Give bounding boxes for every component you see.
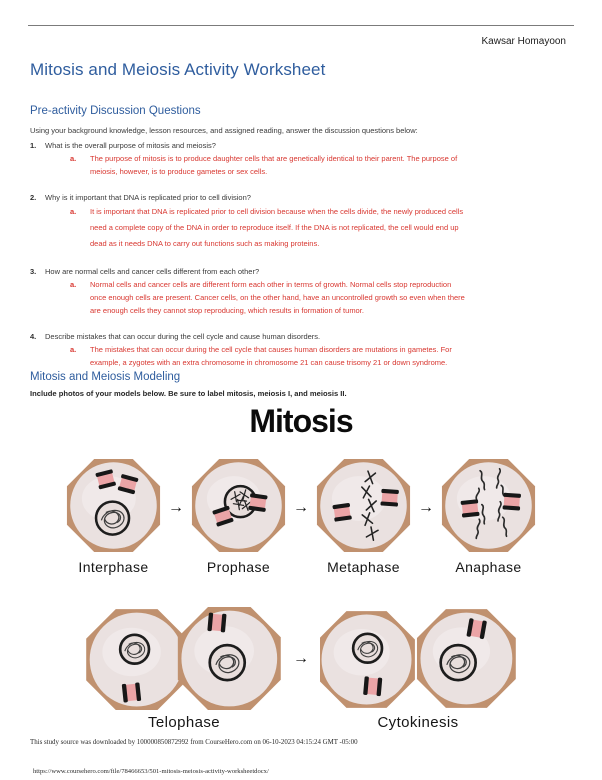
phase-label: Anaphase <box>455 559 522 575</box>
answer-text <box>90 152 457 178</box>
answer-marker: a. <box>70 206 77 216</box>
cell-model-interphase-photo <box>65 457 162 554</box>
cell-model-cytokinesis-photo <box>320 606 516 711</box>
question-line <box>30 139 578 152</box>
mitosis-row-1 <box>65 457 537 575</box>
modeling-note: Include photos of your models below. Be sure to label mitosis, meiosis I, and meiosis II. <box>30 389 347 398</box>
answer-marker: a. <box>70 280 77 290</box>
phase-label: Telophase <box>148 714 220 731</box>
cell-model-metaphase-photo <box>315 457 412 554</box>
phase-label: Prophase <box>206 559 271 575</box>
phase-label: Metaphase <box>327 559 400 575</box>
answer-line: Normal cells and cancer cells are different form each other in terms of growth. Normal cells stop reproduction <box>90 280 452 290</box>
answer-line: The mistakes that can occur during the cell cycle that causes human disorders are mutations in gametes. For <box>90 344 452 354</box>
question-line <box>30 191 578 204</box>
answer-line: are enough cells they cannot stop reproducing, which results in formation of tumor. <box>90 306 364 316</box>
question-text: What is the overall purpose of mitosis and meiosis? <box>45 141 216 150</box>
phase-figure-interphase <box>65 457 162 575</box>
answer-line: meiosis, however, is to produce gametes or sex cells. <box>90 167 268 176</box>
questions-list <box>30 139 578 381</box>
phase-figure-anaphase <box>440 457 537 575</box>
answer <box>70 152 578 178</box>
header-rule <box>28 25 574 26</box>
question-item <box>30 139 578 178</box>
question-number: 3. <box>30 267 37 277</box>
arrow-icon: → <box>293 499 309 516</box>
arrow-icon: → <box>293 650 309 667</box>
question-number: 4. <box>30 331 37 341</box>
question-number: 1. <box>30 141 37 150</box>
question-item <box>30 191 578 253</box>
page-title: Mitosis and Meiosis Activity Worksheet <box>30 60 326 79</box>
question-item <box>30 330 578 369</box>
question-line <box>30 330 578 343</box>
question-text: How are normal cells and cancer cells different from each other? <box>45 267 260 277</box>
answer-text <box>90 278 465 317</box>
question-text: Why is it important that DNA is replicated prior to cell division? <box>45 192 251 202</box>
answer-line: The purpose of mitosis is to produce daughter cells that are genetically identical to their parent. The purpose of <box>90 154 458 163</box>
answer-line: dead as it needs DNA to carry out functions such as making proteins. <box>90 239 320 249</box>
phase-label: Interphase <box>78 559 149 575</box>
phase-label: Cytokinesis <box>377 714 459 731</box>
modeling-heading: Mitosis and Meiosis Modeling <box>30 371 181 383</box>
answer-line: need a complete copy of the DNA in order to reproduce itself. If the DNA is not replicated, the cell would end up <box>90 222 459 232</box>
answer-marker: a. <box>70 154 77 163</box>
phase-figure-cytokinesis <box>320 606 516 731</box>
arrow-icon: → <box>168 499 184 516</box>
cell-model-telophase-photo <box>86 606 282 711</box>
discussion-heading: Pre-activity Discussion Questions <box>30 105 201 117</box>
download-note: This study source was downloaded by 100000850872992 from CourseHero.com on 06-10-2023 04:15:24 GMT -05:00 <box>30 739 358 746</box>
answer <box>70 278 578 317</box>
cell-model-anaphase-photo <box>440 457 537 554</box>
cell-model-prophase-photo <box>190 457 287 554</box>
answer <box>70 343 578 369</box>
answer-text <box>90 204 463 253</box>
phase-figure-prophase <box>190 457 287 575</box>
question-item <box>30 265 578 317</box>
phase-figure-telophase <box>86 606 282 731</box>
answer-marker: a. <box>70 344 77 354</box>
question-number: 2. <box>30 192 37 202</box>
mitosis-row-2 <box>86 606 516 731</box>
arrow-icon: → <box>418 499 434 516</box>
answer-line: It is important that DNA is replicated prior to cell division because when the cells divide, the newly produced cells <box>90 206 464 216</box>
phase-figure-metaphase <box>315 457 412 575</box>
model-photo <box>0 399 602 731</box>
answer-line: example, a zygotes with an extra chromosome in chromosome 21 can cause trisomy 21 or down syndrome. <box>90 357 448 367</box>
discussion-intro: Using your background knowledge, lesson resources, and assigned reading, answer the discussion questions below: <box>30 126 418 135</box>
answer-text <box>90 343 452 369</box>
source-url: https://www.coursehero.com/file/78466653/501-mitosis-meiosis-activity-worksheetdocx/ <box>33 768 269 775</box>
author-name: Kawsar Homayoon <box>481 36 566 47</box>
answer-line: once enough cells are present. Cancer cells, on the other hand, have an uncontrolled growth so even when there <box>90 293 465 303</box>
answer <box>70 204 578 253</box>
question-text: Describe mistakes that can occur during the cell cycle and cause human disorders. <box>45 331 321 341</box>
question-line <box>30 265 578 278</box>
mitosis-photo-title: Mitosis <box>249 403 353 439</box>
